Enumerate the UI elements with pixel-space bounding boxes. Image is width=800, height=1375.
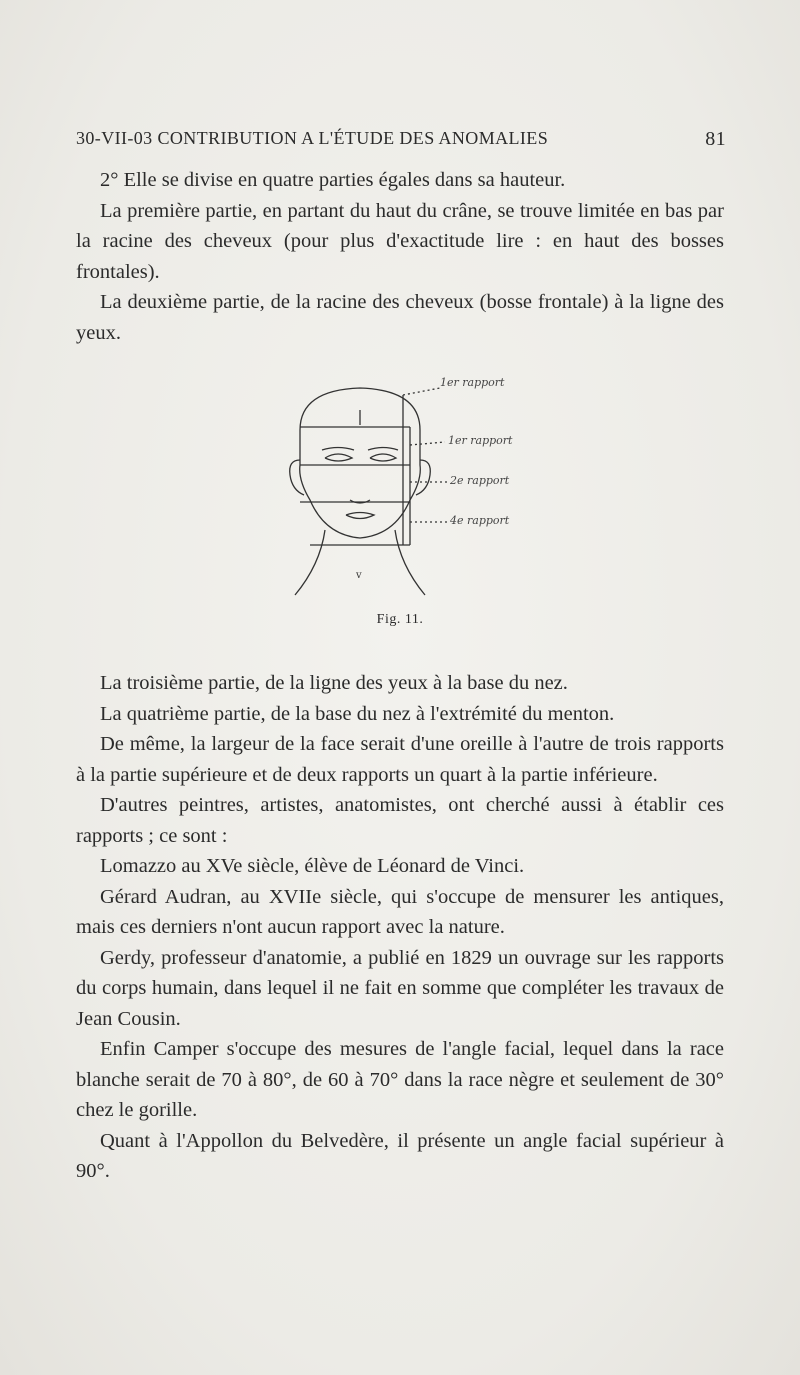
paragraph: La deuxième partie, de la racine des cheveux (bosse frontale) à la ligne des yeux. [76,291,724,344]
figure-head-proportions [270,350,530,600]
paragraph: D'autres peintres, artistes, anatomistes, ont cherché aussi à établir ces rapports ; ce sont : [76,794,724,847]
label-4: 4e rapport [450,514,510,527]
leader-1 [403,388,440,395]
right-eye [370,454,396,461]
paragraph: 2° Elle se divise en quatre parties égales dans sa hauteur. [100,169,566,191]
neck-left [295,530,325,595]
page-number: 81 [705,128,726,150]
paragraph: Gérard Audran, au XVIIe siècle, qui s'occupe de mensurer les antiques, mais ces derniers n'ont aucun rapport avec la nature. [76,885,724,938]
face-outline [300,430,421,538]
head-drawing [270,350,530,600]
running-header [76,128,726,154]
text-block-bottom [76,668,724,1187]
label-1: 1er rapport [440,376,505,389]
left-eye [325,454,352,461]
paragraph: Lomazzo au XVe siècle, élève de Léonard de Vinci. [100,855,525,877]
paragraph: Gerdy, professeur d'anatomie, a publié en 1829 un ouvrage sur les rapports du corps humain, dans lequel il ne fait en somme que compléter les travaux de Jean Cousin. [76,946,724,1030]
paragraph: Enfin Camper s'occupe des mesures de l'angle facial, lequel dans la race blanche serait de 70 à 80°, de 60 à 70° dans la race nègre et seulement de 30° chez le gorille. [76,1038,724,1121]
paragraph: Quant à l'Appollon du Belvedère, il présente un angle facial supérieur à 90°. [76,1129,724,1182]
paragraph: La première partie, en partant du haut du crâne, se trouve limitée en bas par la racine des cheveux (pour plus d'exactitude lire : en haut des bosses frontales). [76,199,724,283]
paragraph: La quatrième partie, de la base du nez à l'extrémité du menton. [100,702,615,725]
right-ear [416,460,430,495]
label-2: 1er rapport [448,434,513,447]
header-title: 30-VII-03 CONTRIBUTION A L'ÉTUDE DES ANOMALIES [76,128,549,148]
mouth [346,513,374,519]
paragraph: La troisième partie, de la ligne des yeux à la base du nez. [100,672,568,694]
svg-text:v: v [356,570,362,581]
text-block-top [76,165,724,348]
paragraph: De même, la largeur de la face serait d'une oreille à l'autre de trois rapports à la partie supérieure et de deux rapports un quart à la partie inférieure. [76,733,724,786]
figure-caption: Fig. 11. [376,612,424,627]
right-brow [368,448,398,451]
label-3: 2e rapport [450,474,510,487]
left-brow [322,448,354,451]
leader-2 [410,442,445,445]
